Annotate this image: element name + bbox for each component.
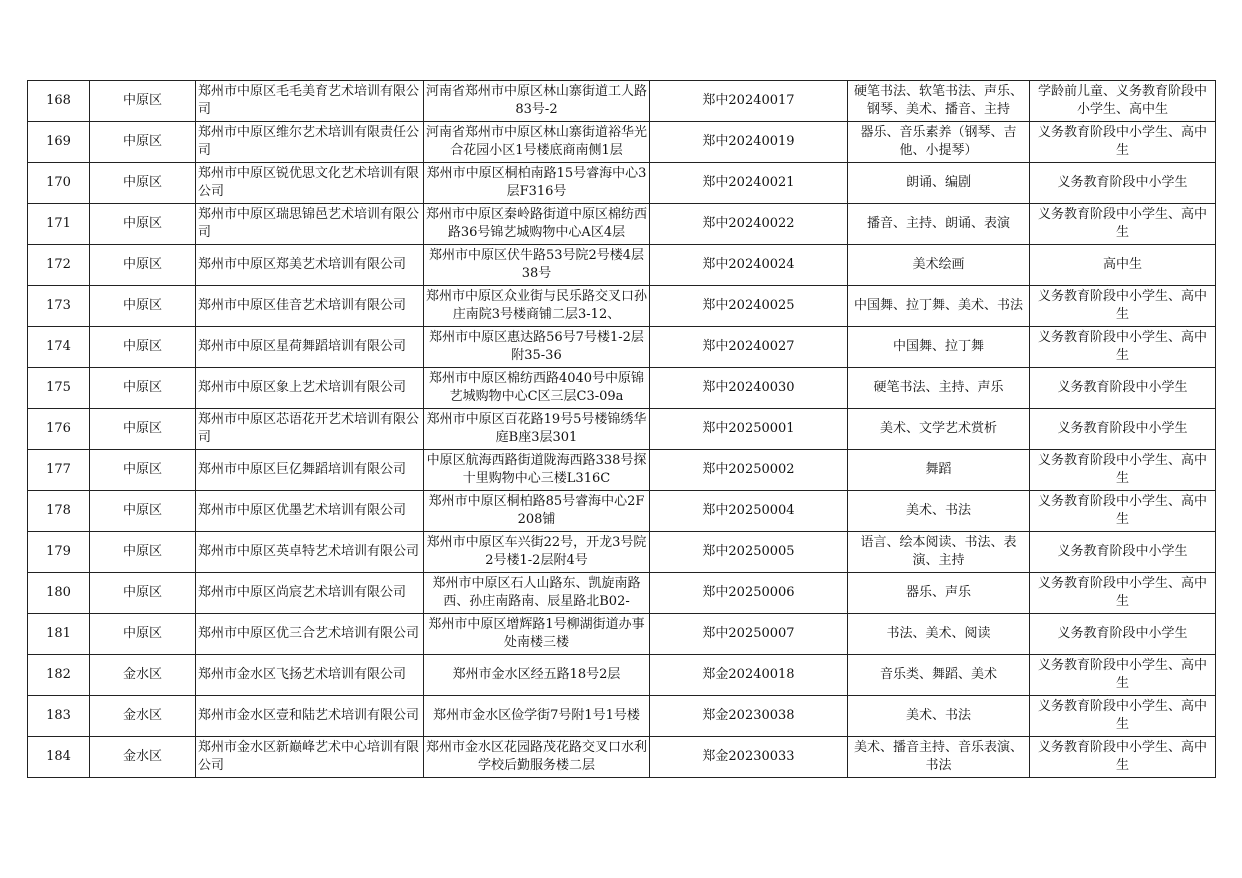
students-cell-text: 学龄前儿童、义务教育阶段中小学生、高中生 <box>1037 84 1207 117</box>
institution-name-cell <box>196 573 424 614</box>
license-number-cell-text: 郑中20240021 <box>702 175 795 190</box>
table-row <box>28 81 1216 122</box>
institution-name-cell-text: 郑州市中原区郑美艺术培训有限公司 <box>198 257 407 272</box>
courses-cell-text: 美术、书法 <box>905 503 971 518</box>
row-number-cell-text: 173 <box>46 298 71 313</box>
address-cell <box>424 573 650 614</box>
address-cell-text: 郑州市金水区经五路18号2层 <box>452 667 621 682</box>
courses-cell <box>848 491 1030 532</box>
students-cell <box>1030 122 1216 163</box>
institution-name-cell-text: 郑州市中原区巨亿舞蹈培训有限公司 <box>198 462 407 477</box>
address-cell-text: 郑州市中原区惠达路56号7号楼1-2层附35-36 <box>429 330 644 363</box>
students-cell-text: 义务教育阶段中小学生、高中生 <box>1037 576 1207 609</box>
institution-name-cell-text: 郑州市中原区星荷舞蹈培训有限公司 <box>198 339 407 354</box>
institution-name-cell <box>196 614 424 655</box>
institution-name-cell-text: 郑州市中原区毛毛美育艺术培训有限公司 <box>198 84 420 117</box>
district-cell <box>90 204 196 245</box>
row-number-cell <box>28 368 90 409</box>
license-number-cell-text: 郑中20250004 <box>702 503 795 518</box>
institution-name-cell <box>196 696 424 737</box>
students-cell <box>1030 532 1216 573</box>
license-number-cell-text: 郑金20230038 <box>702 708 795 723</box>
address-cell <box>424 737 650 778</box>
table-body <box>28 81 1216 778</box>
license-number-cell <box>650 409 848 450</box>
students-cell-text: 义务教育阶段中小学生、高中生 <box>1037 125 1207 158</box>
district-cell <box>90 737 196 778</box>
district-cell <box>90 573 196 614</box>
table-row <box>28 409 1216 450</box>
address-cell <box>424 163 650 204</box>
district-cell-text: 中原区 <box>122 216 162 231</box>
license-number-cell-text: 郑金20230033 <box>702 749 795 764</box>
address-cell <box>424 491 650 532</box>
address-cell-text: 郑州市金水区花园路茂花路交叉口水利学校后勤服务楼二层 <box>426 740 647 773</box>
courses-cell-text: 器乐、声乐 <box>905 585 971 600</box>
courses-cell-text: 美术、书法 <box>905 708 971 723</box>
row-number-cell-text: 178 <box>46 503 71 518</box>
students-cell <box>1030 696 1216 737</box>
license-number-cell-text: 郑中20240030 <box>702 380 795 395</box>
courses-cell <box>848 614 1030 655</box>
institution-name-cell-text: 郑州市中原区佳音艺术培训有限公司 <box>198 298 407 313</box>
address-cell-text: 河南省郑州市中原区林山寨街道工人路83号-2 <box>426 84 647 117</box>
district-cell-text: 金水区 <box>122 667 162 682</box>
license-number-cell <box>650 737 848 778</box>
table-row <box>28 614 1216 655</box>
students-cell <box>1030 286 1216 327</box>
row-number-cell-text: 168 <box>46 93 71 108</box>
row-number-cell <box>28 573 90 614</box>
row-number-cell-text: 177 <box>46 462 71 477</box>
table-row <box>28 655 1216 696</box>
license-number-cell <box>650 614 848 655</box>
district-cell-text: 中原区 <box>122 462 162 477</box>
students-cell <box>1030 204 1216 245</box>
row-number-cell-text: 172 <box>46 257 71 272</box>
row-number-cell <box>28 163 90 204</box>
students-cell <box>1030 737 1216 778</box>
courses-cell-text: 美术、文学艺术赏析 <box>879 421 997 436</box>
students-cell-text: 义务教育阶段中小学生、高中生 <box>1037 289 1207 322</box>
district-cell-text: 中原区 <box>122 503 162 518</box>
license-number-cell-text: 郑中20240024 <box>702 257 795 272</box>
institution-name-cell-text: 郑州市中原区象上艺术培训有限公司 <box>198 380 407 395</box>
district-cell <box>90 327 196 368</box>
district-cell-text: 中原区 <box>122 339 162 354</box>
table-row <box>28 532 1216 573</box>
address-cell <box>424 122 650 163</box>
row-number-cell <box>28 491 90 532</box>
students-cell <box>1030 573 1216 614</box>
license-number-cell <box>650 491 848 532</box>
students-cell-text: 义务教育阶段中小学生 <box>1057 626 1188 641</box>
row-number-cell <box>28 696 90 737</box>
courses-cell-text: 中国舞、拉丁舞、美术、书法 <box>853 298 1023 313</box>
row-number-cell <box>28 245 90 286</box>
institution-name-cell <box>196 450 424 491</box>
license-number-cell <box>650 327 848 368</box>
district-cell-text: 中原区 <box>122 421 162 436</box>
address-cell-text: 郑州市中原区众业街与民乐路交叉口孙庄南院3号楼商铺二层3-12、 <box>426 289 647 322</box>
address-cell <box>424 81 650 122</box>
courses-cell <box>848 327 1030 368</box>
courses-cell <box>848 573 1030 614</box>
address-cell-text: 郑州市中原区百花路19号5号楼锦绣华庭B座3层301 <box>426 412 647 445</box>
row-number-cell-text: 183 <box>46 708 71 723</box>
students-cell <box>1030 491 1216 532</box>
institution-name-cell <box>196 245 424 286</box>
institution-name-cell <box>196 491 424 532</box>
courses-cell <box>848 696 1030 737</box>
row-number-cell-text: 180 <box>46 585 71 600</box>
license-number-cell <box>650 655 848 696</box>
license-number-cell-text: 郑中20250005 <box>702 544 795 559</box>
address-cell <box>424 368 650 409</box>
address-cell-text: 郑州市中原区桐柏南路15号睿海中心3层F316号 <box>426 166 647 199</box>
district-cell <box>90 122 196 163</box>
license-number-cell <box>650 532 848 573</box>
institution-name-cell <box>196 532 424 573</box>
address-cell <box>424 614 650 655</box>
courses-cell <box>848 286 1030 327</box>
courses-cell-text: 中国舞、拉丁舞 <box>892 339 984 354</box>
license-number-cell <box>650 81 848 122</box>
courses-cell <box>848 737 1030 778</box>
students-cell <box>1030 409 1216 450</box>
students-cell-text: 义务教育阶段中小学生 <box>1057 380 1188 395</box>
students-cell <box>1030 614 1216 655</box>
institution-name-cell <box>196 286 424 327</box>
license-number-cell <box>650 204 848 245</box>
institution-name-cell <box>196 368 424 409</box>
district-cell-text: 中原区 <box>122 380 162 395</box>
table-row <box>28 450 1216 491</box>
district-cell-text: 中原区 <box>122 257 162 272</box>
table-row <box>28 245 1216 286</box>
row-number-cell <box>28 532 90 573</box>
row-number-cell-text: 170 <box>46 175 71 190</box>
row-number-cell-text: 171 <box>46 216 71 231</box>
row-number-cell <box>28 614 90 655</box>
license-number-cell <box>650 368 848 409</box>
address-cell-text: 郑州市中原区秦岭路街道中原区棉纺西路36号锦艺城购物中心A区4层 <box>426 207 647 240</box>
table-row <box>28 163 1216 204</box>
district-cell <box>90 450 196 491</box>
students-cell-text: 义务教育阶段中小学生、高中生 <box>1037 740 1207 773</box>
address-cell <box>424 327 650 368</box>
district-cell <box>90 614 196 655</box>
license-number-cell <box>650 450 848 491</box>
students-cell <box>1030 245 1216 286</box>
courses-cell-text: 硬笔书法、软笔书法、声乐、钢琴、美术、播音、主持 <box>853 84 1023 117</box>
institution-name-cell-text: 郑州市中原区尚宸艺术培训有限公司 <box>198 585 407 600</box>
students-cell <box>1030 327 1216 368</box>
courses-cell <box>848 204 1030 245</box>
institution-name-cell-text: 郑州市金水区飞扬艺术培训有限公司 <box>198 667 407 682</box>
address-cell-text: 郑州市中原区棉纺西路4040号中原锦艺城购物中心C区三层C3-09a <box>428 371 645 404</box>
license-number-cell-text: 郑中20250002 <box>702 462 795 477</box>
address-cell <box>424 696 650 737</box>
students-cell-text: 义务教育阶段中小学生、高中生 <box>1037 699 1207 732</box>
students-cell-text: 义务教育阶段中小学生 <box>1057 544 1188 559</box>
district-cell-text: 中原区 <box>122 175 162 190</box>
institution-name-cell <box>196 737 424 778</box>
institution-name-cell-text: 郑州市中原区锐优思文化艺术培训有限公司 <box>198 166 420 199</box>
institution-name-cell-text: 郑州市中原区瑞思锦邑艺术培训有限公司 <box>198 207 420 240</box>
district-cell <box>90 368 196 409</box>
courses-cell-text: 朗诵、编剧 <box>905 175 971 190</box>
institution-name-cell <box>196 163 424 204</box>
students-cell <box>1030 163 1216 204</box>
district-cell <box>90 491 196 532</box>
row-number-cell-text: 175 <box>46 380 71 395</box>
license-number-cell <box>650 163 848 204</box>
license-number-cell <box>650 573 848 614</box>
district-cell <box>90 163 196 204</box>
row-number-cell <box>28 204 90 245</box>
students-cell-text: 义务教育阶段中小学生 <box>1057 175 1188 190</box>
district-cell-text: 中原区 <box>122 585 162 600</box>
license-number-cell-text: 郑中20240027 <box>702 339 795 354</box>
institution-name-cell <box>196 409 424 450</box>
students-cell <box>1030 655 1216 696</box>
district-cell <box>90 245 196 286</box>
students-cell <box>1030 368 1216 409</box>
address-cell-text: 郑州市中原区桐柏路85号睿海中心2F208铺 <box>428 494 645 527</box>
table-row <box>28 491 1216 532</box>
row-number-cell <box>28 737 90 778</box>
license-number-cell-text: 郑中20240025 <box>702 298 795 313</box>
students-cell-text: 义务教育阶段中小学生、高中生 <box>1037 207 1207 240</box>
courses-cell-text: 美术绘画 <box>912 257 965 272</box>
courses-cell-text: 书法、美术、阅读 <box>886 626 991 641</box>
table-row <box>28 204 1216 245</box>
institution-name-cell-text: 郑州市中原区优三合艺术培训有限公司 <box>198 626 420 641</box>
row-number-cell-text: 181 <box>46 626 71 641</box>
row-number-cell <box>28 655 90 696</box>
students-cell-text: 义务教育阶段中小学生、高中生 <box>1037 453 1207 486</box>
license-number-cell-text: 郑中20240022 <box>702 216 795 231</box>
courses-cell <box>848 81 1030 122</box>
courses-cell <box>848 450 1030 491</box>
table-row <box>28 327 1216 368</box>
students-cell-text: 义务教育阶段中小学生 <box>1057 421 1188 436</box>
district-cell-text: 中原区 <box>122 134 162 149</box>
institution-name-cell <box>196 327 424 368</box>
address-cell <box>424 409 650 450</box>
courses-cell-text: 器乐、音乐素养（钢琴、吉他、小提琴） <box>860 125 1017 158</box>
license-number-cell-text: 郑中20250007 <box>702 626 795 641</box>
district-cell <box>90 655 196 696</box>
institution-table <box>27 80 1216 778</box>
table-row <box>28 573 1216 614</box>
district-cell <box>90 81 196 122</box>
row-number-cell-text: 169 <box>46 134 71 149</box>
license-number-cell <box>650 122 848 163</box>
row-number-cell-text: 174 <box>46 339 71 354</box>
courses-cell <box>848 409 1030 450</box>
table-row <box>28 696 1216 737</box>
address-cell <box>424 286 650 327</box>
address-cell-text: 郑州市中原区增辉路1号柳湖街道办事处南楼三楼 <box>428 617 645 650</box>
courses-cell-text: 舞蹈 <box>925 462 952 477</box>
institution-name-cell-text: 郑州市金水区新巅峰艺术中心培训有限公司 <box>198 740 420 773</box>
students-cell-text: 义务教育阶段中小学生、高中生 <box>1037 330 1207 363</box>
institution-name-cell <box>196 655 424 696</box>
address-cell-text: 河南省郑州市中原区林山寨街道裕华光合花园小区1号楼底商南侧1层 <box>426 125 647 158</box>
courses-cell <box>848 368 1030 409</box>
district-cell-text: 中原区 <box>122 544 162 559</box>
institution-name-cell <box>196 204 424 245</box>
district-cell <box>90 696 196 737</box>
district-cell-text: 中原区 <box>122 626 162 641</box>
address-cell-text: 郑州市中原区伏牛路53号院2号楼4层38号 <box>428 248 645 281</box>
table-row <box>28 286 1216 327</box>
institution-name-cell-text: 郑州市中原区维尔艺术培训有限责任公司 <box>198 125 420 158</box>
courses-cell-text: 播音、主持、朗诵、表演 <box>866 216 1010 231</box>
row-number-cell-text: 182 <box>46 667 71 682</box>
courses-cell <box>848 163 1030 204</box>
row-number-cell <box>28 286 90 327</box>
courses-cell <box>848 122 1030 163</box>
courses-cell-text: 音乐类、舞蹈、美术 <box>879 667 997 682</box>
courses-cell-text: 硬笔书法、主持、声乐 <box>873 380 1004 395</box>
institution-name-cell <box>196 81 424 122</box>
license-number-cell-text: 郑中20250006 <box>702 585 795 600</box>
row-number-cell <box>28 81 90 122</box>
license-number-cell <box>650 696 848 737</box>
address-cell <box>424 245 650 286</box>
district-cell-text: 金水区 <box>122 708 162 723</box>
address-cell-text: 郑州市中原区石人山路东、凯旋南路西、孙庄南路南、辰星路北B02- <box>432 576 641 609</box>
district-cell <box>90 409 196 450</box>
institution-name-cell-text: 郑州市中原区芯语花开艺术培训有限公司 <box>198 412 420 445</box>
row-number-cell <box>28 450 90 491</box>
table-row <box>28 368 1216 409</box>
address-cell <box>424 204 650 245</box>
row-number-cell-text: 184 <box>46 749 71 764</box>
district-cell <box>90 532 196 573</box>
address-cell <box>424 450 650 491</box>
row-number-cell <box>28 409 90 450</box>
address-cell <box>424 532 650 573</box>
row-number-cell <box>28 122 90 163</box>
courses-cell <box>848 655 1030 696</box>
district-cell-text: 中原区 <box>122 93 162 108</box>
institution-name-cell-text: 郑州市中原区优墨艺术培训有限公司 <box>198 503 407 518</box>
table-row <box>28 737 1216 778</box>
address-cell-text: 中原区航海西路街道陇海西路338号探十里购物中心三楼L316C <box>426 453 647 486</box>
license-number-cell-text: 郑中20250001 <box>702 421 795 436</box>
district-cell-text: 金水区 <box>122 749 162 764</box>
license-number-cell-text: 郑中20240019 <box>702 134 795 149</box>
license-number-cell-text: 郑金20240018 <box>702 667 795 682</box>
students-cell-text: 义务教育阶段中小学生、高中生 <box>1037 658 1207 691</box>
courses-cell-text: 美术、播音主持、音乐表演、书法 <box>853 740 1023 773</box>
district-cell-text: 中原区 <box>122 298 162 313</box>
address-cell-text: 郑州市金水区俭学街7号附1号1号楼 <box>433 708 640 723</box>
table-row <box>28 122 1216 163</box>
row-number-cell-text: 176 <box>46 421 71 436</box>
courses-cell <box>848 245 1030 286</box>
row-number-cell <box>28 327 90 368</box>
institution-name-cell-text: 郑州市金水区壹和陆艺术培训有限公司 <box>198 708 420 723</box>
license-number-cell-text: 郑中20240017 <box>702 93 795 108</box>
license-number-cell <box>650 286 848 327</box>
address-cell <box>424 655 650 696</box>
address-cell-text: 郑州市中原区车兴街22号，开龙3号院2号楼1-2层附4号 <box>426 535 647 568</box>
courses-cell <box>848 532 1030 573</box>
students-cell-text: 义务教育阶段中小学生、高中生 <box>1037 494 1207 527</box>
license-number-cell <box>650 245 848 286</box>
district-cell <box>90 286 196 327</box>
students-cell <box>1030 81 1216 122</box>
courses-cell-text: 语言、绘本阅读、书法、表演、主持 <box>860 535 1017 568</box>
students-cell <box>1030 450 1216 491</box>
students-cell-text: 高中生 <box>1102 257 1142 272</box>
institution-name-cell-text: 郑州市中原区英卓特艺术培训有限公司 <box>198 544 420 559</box>
institution-name-cell <box>196 122 424 163</box>
row-number-cell-text: 179 <box>46 544 71 559</box>
